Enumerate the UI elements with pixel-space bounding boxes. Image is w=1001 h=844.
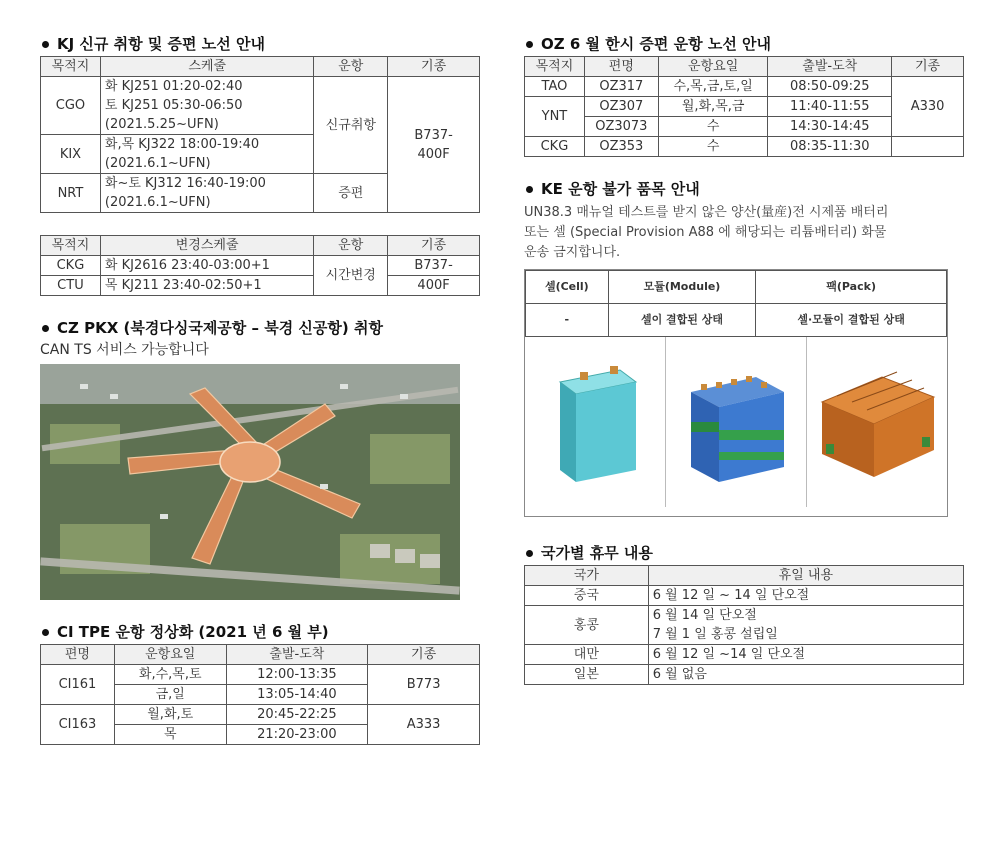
table-row: KIX 화,목 KJ322 18:00-19:40 (2021.6.1~UFN) [41,135,480,174]
ke-notice-text: UN38.3 매뉴얼 테스트를 받지 않은 양산(量産)전 시제품 배터리 또는 셀 (Special Provision A88 에 해당되는 리튬배터리) 화물 운송 금지합니다. [524,205,889,260]
table-row: 일본 6 월 없음 [525,665,964,685]
table-row: OZ3073 수 14:30-14:45 [525,117,964,137]
bullet-icon [526,550,533,557]
oz-schedule-table [524,56,964,157]
table-row: CKG 화 KJ2616 23:40-03:00+1 시간변경 B737- [41,256,480,276]
battery-images [525,337,947,507]
table-row: YNT OZ307 월,화,목,금 11:40-11:55 [525,97,964,117]
table-row: 홍콩 6 월 14 일 단오절 7 월 1 일 홍콩 설립일 [525,606,964,645]
table-row: 대만 6 월 12 일 ~14 일 단오절 [525,645,964,665]
module-image [666,337,807,507]
battery-types-table: 셀(Cell) 모듈(Module) 팩(Pack) - 셀이 결합된 상태 셀·모듈이 결합된 상태 [525,270,947,337]
ke-section-title: KE 운항 불가 품목 안내 [524,179,964,199]
oz-section-title: OZ 6 월 한시 증편 운항 노선 안내 [524,34,964,54]
table-row: CTU 목 KJ211 23:40-02:50+1 400F [41,276,480,296]
cell-image [525,337,666,507]
ci-schedule-table [40,644,480,745]
bullet-icon [526,186,533,193]
table-row: 금,일 13:05-14:40 [41,685,480,705]
cz-subtitle: CAN TS 서비스 가능합니다 [40,342,209,358]
table-header-row: 목적지 변경스케줄 운항 기종 [41,236,480,256]
kj-change-table [40,235,480,296]
holiday-section-title: 국가별 휴무 내용 [524,543,964,563]
ke-section [524,179,964,517]
airport-aerial-image [40,364,460,600]
table-row: TAO OZ317 수,목,금,토,일 08:50-09:25 A330 [525,77,964,97]
cz-section [40,318,480,600]
holiday-section [524,543,964,685]
table-header-row: 국가 휴일 내용 [525,566,964,586]
table-header-row: 목적지 편명 운항요일 출발-도착 기종 [525,57,964,77]
kj-section-title: KJ 신규 취항 및 증편 노선 안내 [40,34,480,54]
bullet-icon [42,629,49,636]
ci-section-title: CI TPE 운항 정상화 (2021 년 6 월 부) [40,622,480,642]
cz-section-title: CZ PKX (북경다싱국제공항 – 북경 신공항) 취항 [40,318,480,338]
battery-types-figure [524,269,948,517]
table-row: CI163 월,화,토 20:45-22:25 A333 [41,705,480,725]
left-column [40,34,480,745]
bullet-icon [526,41,533,48]
holiday-table [524,565,964,685]
table-row: 중국 6 월 12 일 ~ 14 일 단오절 [525,586,964,606]
kj-schedule-table [40,56,480,213]
airport-illustration [40,364,460,600]
table-row: 목 21:20-23:00 [41,725,480,745]
right-column [524,34,964,685]
table-row: CKG OZ353 수 08:35-11:30 [525,137,964,157]
table-row: CGO 화 KJ251 01:20-02:40 토 KJ251 05:30-06:50 (2021.5.25~UFN) 신규취항 B737- 400F [41,77,480,135]
table-header-row: 편명 운항요일 출발-도착 기종 [41,645,480,665]
pack-image [807,337,947,507]
bullet-icon [42,41,49,48]
ci-section [40,622,480,745]
table-row: CI161 화,수,목,토 12:00-13:35 B773 [41,665,480,685]
bullet-icon [42,325,49,332]
table-header-row: 목적지 스케줄 운항 기종 [41,57,480,77]
table-row: NRT 화~토 KJ312 16:40-19:00 (2021.6.1~UFN) 증편 [41,174,480,213]
